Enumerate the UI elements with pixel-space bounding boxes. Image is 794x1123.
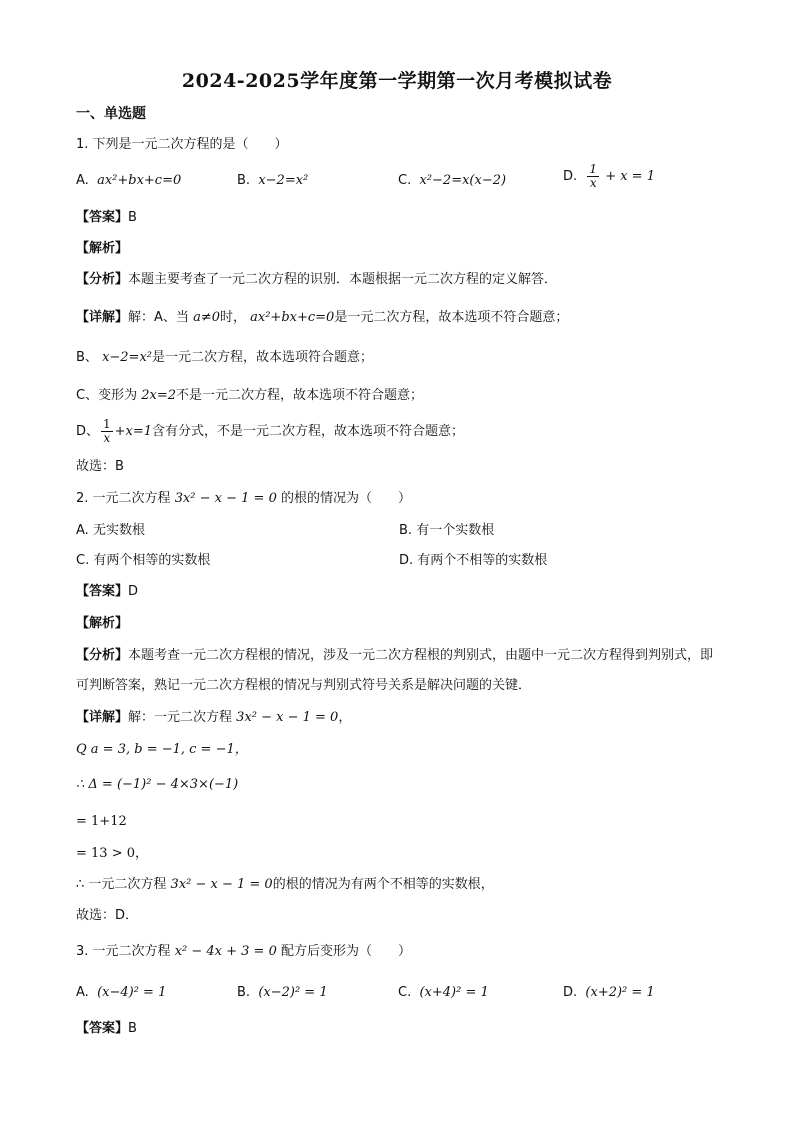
q2-answer: 【答案】D <box>76 584 139 599</box>
q2-option-a: A. 无实数根 <box>76 523 145 538</box>
q1-option-d: D. $\frac{1}{x}$ + x = 1 <box>563 162 655 190</box>
q2-analysis-label: 【解析】 <box>76 616 129 631</box>
q1-fenxi: 【分析】本题主要考查了一元二次方程的识别．本题根据一元二次方程的定义解答． <box>76 272 558 287</box>
q2-option-c: C. 有两个相等的实数根 <box>76 553 211 568</box>
q2-conclusion: 故选：D． <box>76 908 139 923</box>
section-heading: 一、单选题 <box>76 106 146 122</box>
page-title: 2024-2025学年度第一学期第一次月考模拟试卷 <box>181 70 613 92</box>
q1-conclusion: 故选：B <box>76 459 124 474</box>
q1-line-d: D、 $\frac{1}{x}$ +x=1含有分式，不是一元二次方程，故本选项不符合题意； <box>76 417 465 445</box>
q2-fenxi: 【分析】本题考查一元二次方程根的情况，涉及一元二次方程根的判别式，由题中一元二次方程得到判别式，即可判断答案，熟记一元二次方程根的情况与判别式符号关系是解决问题的关键． <box>76 648 714 693</box>
q2-option-d: D. 有两个不相等的实数根 <box>399 553 548 568</box>
q2-step-2: ∴ Δ = (−1)² − 4×3×(−1) <box>76 777 239 792</box>
q1-option-c-expr: x²−2=x(x−2) <box>419 173 507 188</box>
q3-stem: 3. 一元二次方程 x² − 4x + 3 = 0 配方后变形为（ ） <box>76 944 412 959</box>
q3-option-b: B. (x−2)² = 1 <box>237 985 328 1000</box>
q1-answer: 【答案】B <box>76 210 137 225</box>
q3-option-a: A. (x−4)² = 1 <box>76 985 167 1000</box>
q2-step-4: = 13 > 0， <box>76 846 148 861</box>
q1-stem: 1. 下列是一元二次方程的是（ ） <box>76 137 288 152</box>
q2-stem: 2. 一元二次方程 3x² − x − 1 = 0 的根的情况为（ ） <box>76 491 412 506</box>
q1-line-c: C、变形为 2x=2不是一元二次方程，故本选项不符合题意； <box>76 388 424 403</box>
q1-xiangjie: 【详解】解：A、当 a≠0时， ax²+bx+c=0是一元二次方程，故本选项不符合题意； <box>76 310 569 325</box>
q3-answer: 【答案】B <box>76 1021 137 1036</box>
fraction-option-d: $\frac{1}{x}$ <box>589 162 598 190</box>
q1-option-b: B. x−2=x² <box>237 173 309 188</box>
q2-xiangjie: 【详解】解：一元二次方程 3x² − x − 1 = 0， <box>76 710 352 725</box>
q2-step-5: ∴ 一元二次方程 3x² − x − 1 = 0的根的情况为有两个不相等的实数根， <box>76 877 494 892</box>
q3-option-d: D. (x+2)² = 1 <box>563 985 655 1000</box>
q1-line-b: B、 x−2=x²是一元二次方程，故本选项符合题意； <box>76 350 374 365</box>
q1-analysis-label: 【解析】 <box>76 241 129 256</box>
q1-option-c: C. x²−2=x(x−2) <box>398 173 507 188</box>
q2-step-1: Q a = 3, b = −1, c = −1， <box>76 742 248 757</box>
q2-step-3: = 1+12 <box>76 814 127 829</box>
q1-option-d-expr: $\frac{1}{x}$ + x = 1 <box>589 162 655 190</box>
q1-option-b-expr: x−2=x² <box>258 173 309 188</box>
q1-option-a: A. ax²+bx+c=0 <box>76 173 182 188</box>
q3-option-c: C. (x+4)² = 1 <box>398 985 489 1000</box>
q2-option-b: B. 有一个实数根 <box>399 523 495 538</box>
fraction-1-over-x: $\frac{1}{x}$ <box>103 417 111 445</box>
q1-option-a-expr: ax²+bx+c=0 <box>97 173 182 188</box>
